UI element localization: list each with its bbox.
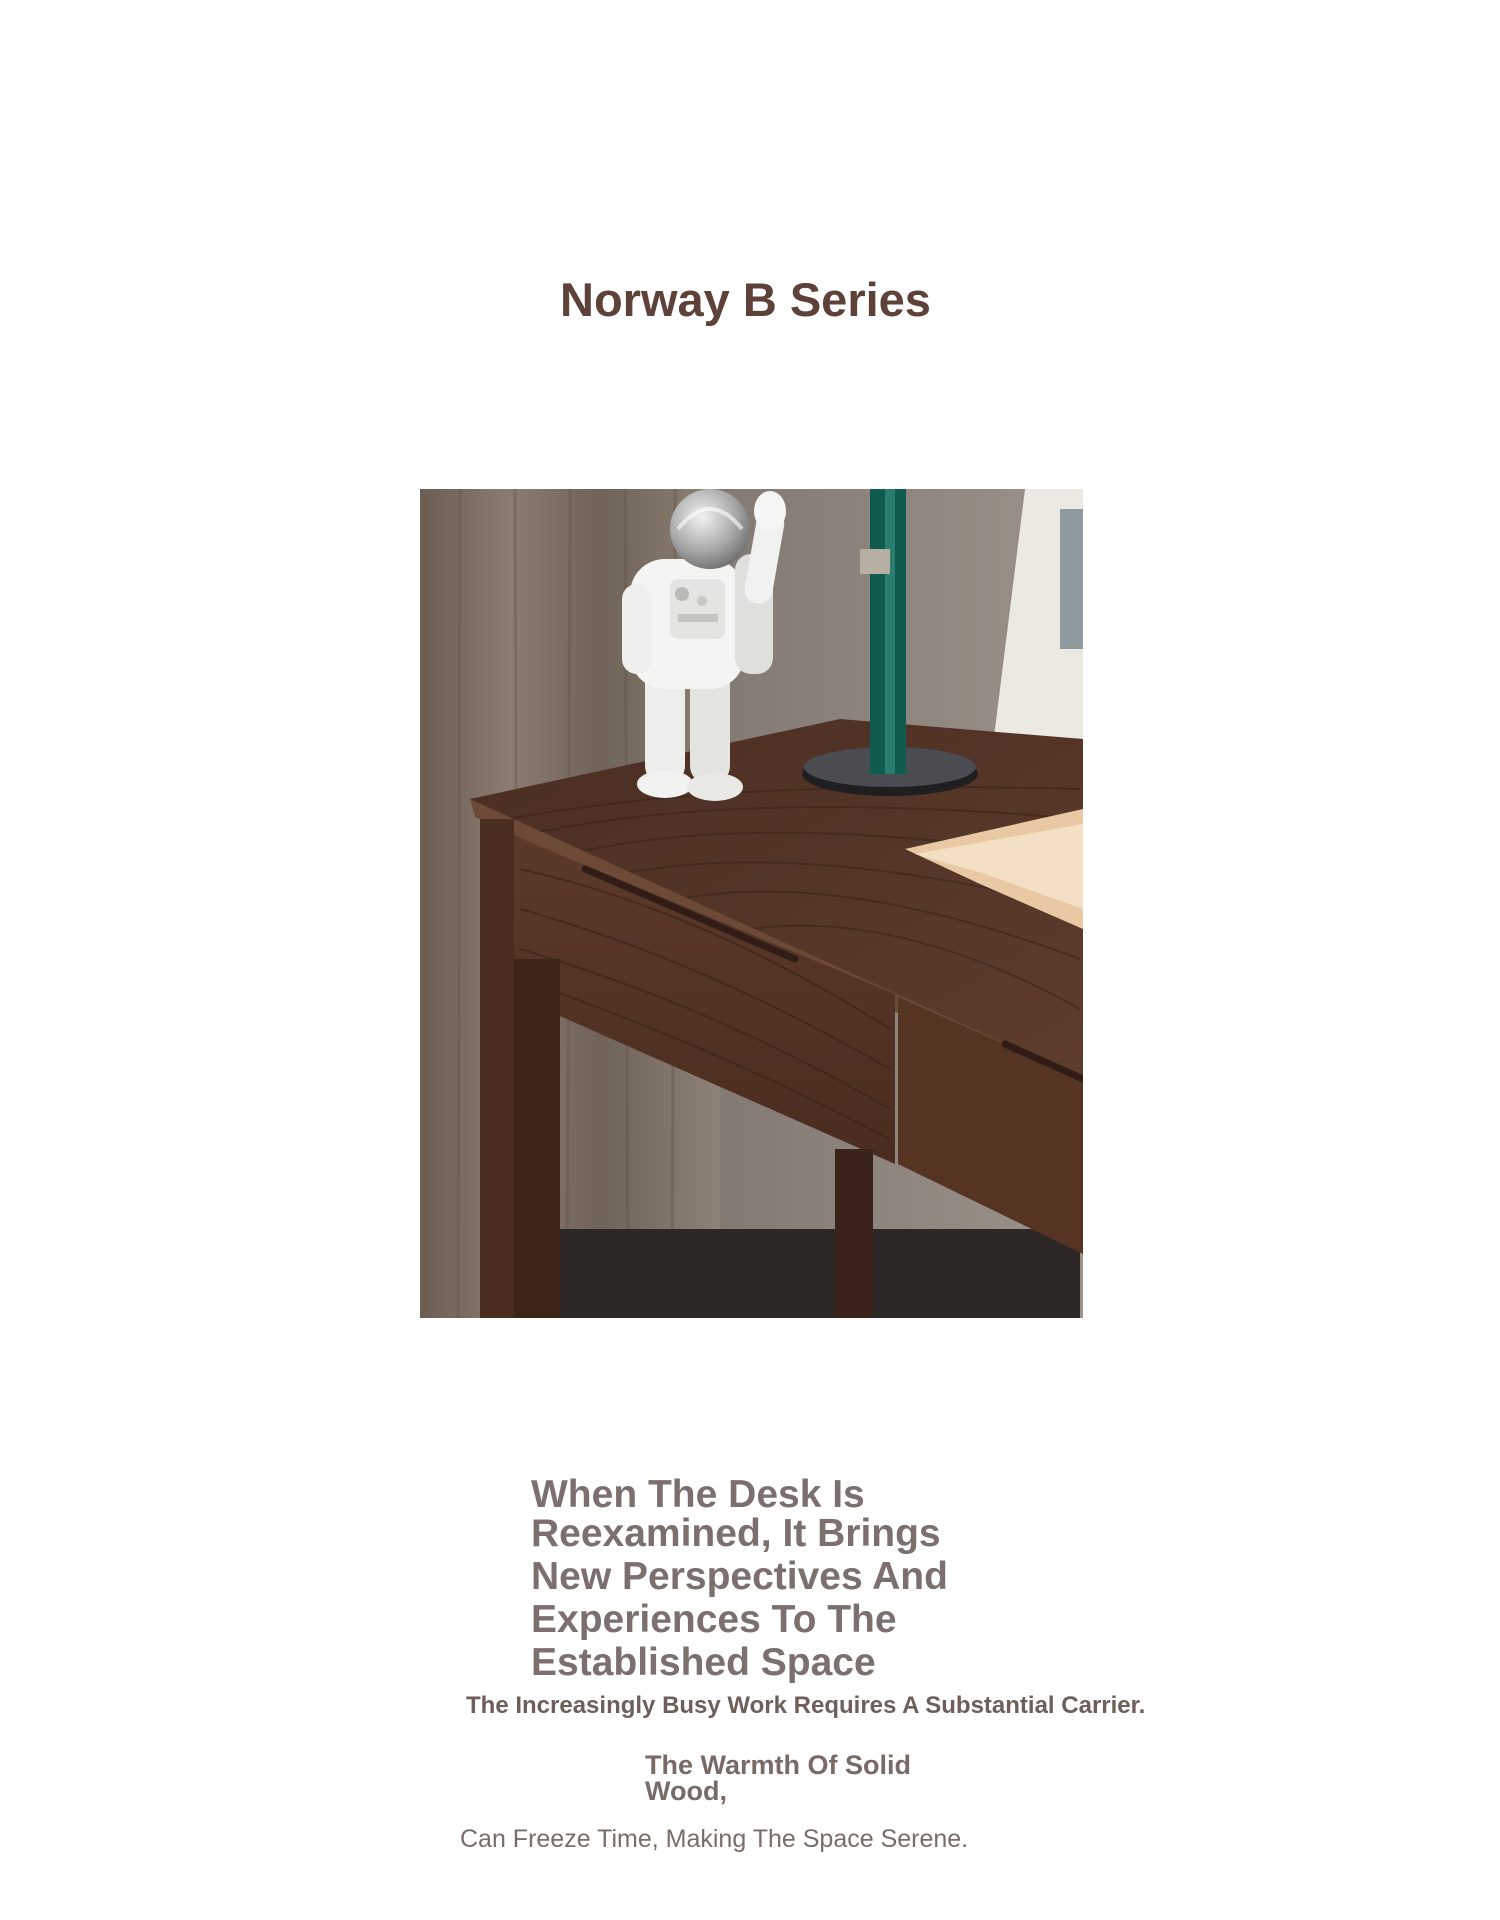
tagline: Can Freeze Time, Making The Space Serene.: [460, 1825, 969, 1853]
subheading: The Increasingly Busy Work Requires A Substantial Carrier.: [466, 1692, 1146, 1719]
desk-illustration: [420, 489, 1083, 1318]
product-photo: [420, 489, 1083, 1318]
warmth-heading: The Warmth Of Solid Wood,: [645, 1750, 911, 1806]
headline: [531, 1473, 1011, 1684]
headline-line-1: When The Desk Is: [531, 1473, 865, 1516]
headline-rest: Reexamined, It Brings New Perspectives And Experiences To The Established Space: [531, 1512, 948, 1684]
series-title: Norway B Series: [560, 273, 931, 326]
